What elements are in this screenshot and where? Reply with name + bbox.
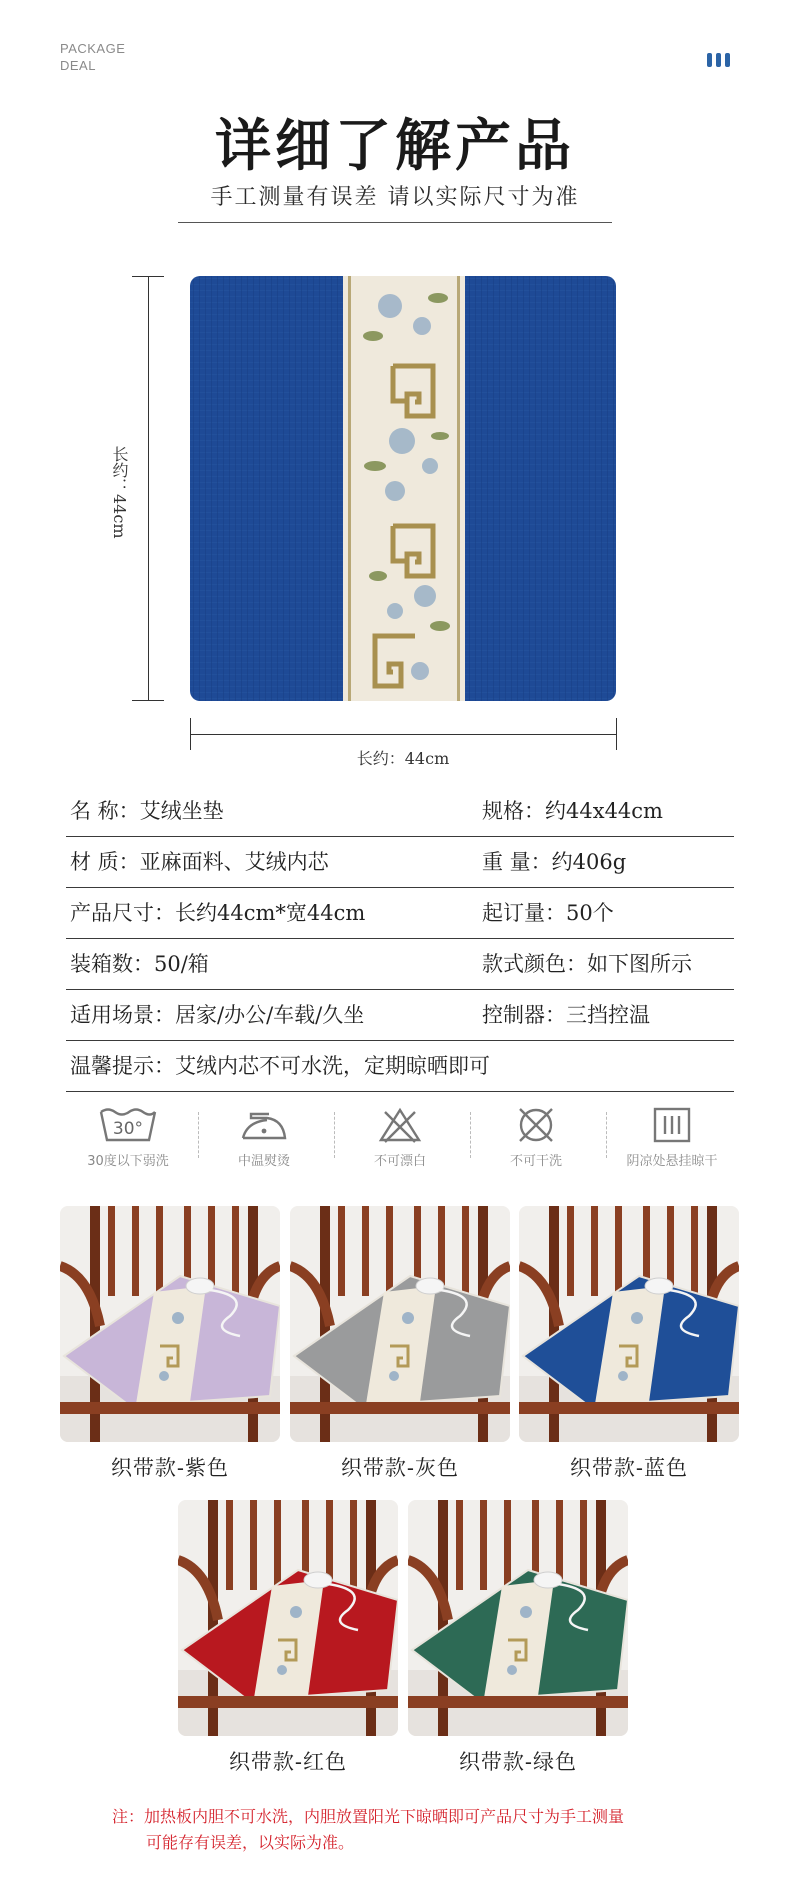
variant-label-blue: 织带款-蓝色 bbox=[569, 1456, 689, 1480]
spec-tip: 温馨提示：艾绒内芯不可水洗，定期晾晒即可 bbox=[70, 1054, 490, 1078]
spec-material: 材 质：亚麻面料、艾绒内芯 bbox=[70, 850, 329, 874]
brand-line-1: PACKAGE bbox=[60, 41, 126, 56]
variant-image-blue[interactable] bbox=[519, 1206, 739, 1442]
variant-label-purple: 织带款-紫色 bbox=[110, 1456, 230, 1480]
variant-label-gray: 织带款-灰色 bbox=[340, 1456, 460, 1480]
care-item-hang-dry bbox=[606, 1106, 738, 1169]
product-main-image bbox=[190, 276, 616, 701]
spec-carton: 装箱数：50/箱 bbox=[70, 952, 209, 976]
spec-dimensions: 产品尺寸：长约44cm*宽44cm bbox=[70, 901, 366, 925]
height-dimension-cap-top bbox=[132, 276, 164, 277]
width-dimension-label: 长约：44cm bbox=[356, 749, 450, 768]
care-item-dryclean bbox=[470, 1106, 602, 1169]
wash-30-icon bbox=[97, 1106, 159, 1144]
variant-label-red: 织带款-红色 bbox=[228, 1750, 348, 1774]
spec-name: 名 称：艾绒坐垫 bbox=[70, 799, 224, 823]
iron-low-icon bbox=[233, 1106, 295, 1144]
height-dimension-line bbox=[148, 276, 149, 700]
care-label-hang-dry: 阴凉处悬挂晾干 bbox=[626, 1154, 718, 1169]
care-item-bleach bbox=[334, 1106, 466, 1169]
page-title: 详细了解产品 bbox=[215, 114, 575, 179]
hang-dry-shade-icon bbox=[641, 1106, 703, 1144]
spec-row bbox=[66, 1041, 734, 1092]
spec-weight: 重 量：约406g bbox=[482, 850, 627, 874]
page-subtitle: 手工测量有误差 请以实际尺寸为准 bbox=[210, 185, 580, 210]
care-note-line-2: 可能存有误差，以实际为准。 bbox=[146, 1833, 355, 1852]
height-dimension-cap-bottom bbox=[132, 700, 164, 701]
spec-row bbox=[66, 939, 734, 990]
care-label-bleach: 不可漂白 bbox=[373, 1154, 426, 1169]
spec-moq: 起订量：50个 bbox=[482, 901, 614, 925]
spec-row bbox=[66, 786, 734, 837]
no-bleach-icon bbox=[369, 1106, 431, 1144]
subtitle-divider bbox=[178, 222, 612, 223]
spec-table bbox=[66, 786, 734, 1092]
brand-logo bbox=[60, 40, 125, 74]
variant-image-red[interactable] bbox=[178, 1500, 398, 1736]
care-note-line-1: 注：加热板内胆不可水洗，内胆放置阳光下晾晒即可产品尺寸为手工测量 bbox=[112, 1807, 625, 1826]
menu-icon[interactable] bbox=[707, 53, 733, 67]
height-dimension-label: 长约：44cm bbox=[110, 446, 129, 539]
care-item-iron bbox=[198, 1106, 330, 1169]
spec-row bbox=[66, 990, 734, 1041]
care-label-wash: 30度以下弱洗 bbox=[87, 1154, 169, 1169]
care-label-dryclean: 不可干洗 bbox=[509, 1154, 562, 1169]
spec-row bbox=[66, 837, 734, 888]
wash-30-icon-text: 30° bbox=[112, 1119, 144, 1139]
brand-line-2: DEAL bbox=[60, 58, 96, 73]
care-note bbox=[112, 1804, 712, 1856]
variant-label-green: 织带款-绿色 bbox=[458, 1750, 578, 1774]
care-label-iron: 中温熨烫 bbox=[237, 1154, 290, 1169]
spec-controller: 控制器：三挡控温 bbox=[482, 1003, 650, 1027]
variant-image-green[interactable] bbox=[408, 1500, 628, 1736]
spec-usage: 适用场景：居家/办公/车载/久坐 bbox=[70, 1003, 365, 1027]
spec-colors: 款式颜色：如下图所示 bbox=[482, 952, 692, 976]
spec-row bbox=[66, 888, 734, 939]
variant-image-gray[interactable] bbox=[290, 1206, 510, 1442]
care-instructions bbox=[62, 1106, 738, 1174]
spec-size: 规格：约44x44cm bbox=[482, 799, 663, 823]
no-dry-clean-icon bbox=[505, 1106, 567, 1144]
care-item-wash bbox=[62, 1106, 194, 1169]
variant-image-purple[interactable] bbox=[60, 1206, 280, 1442]
width-dimension-line bbox=[190, 734, 616, 735]
